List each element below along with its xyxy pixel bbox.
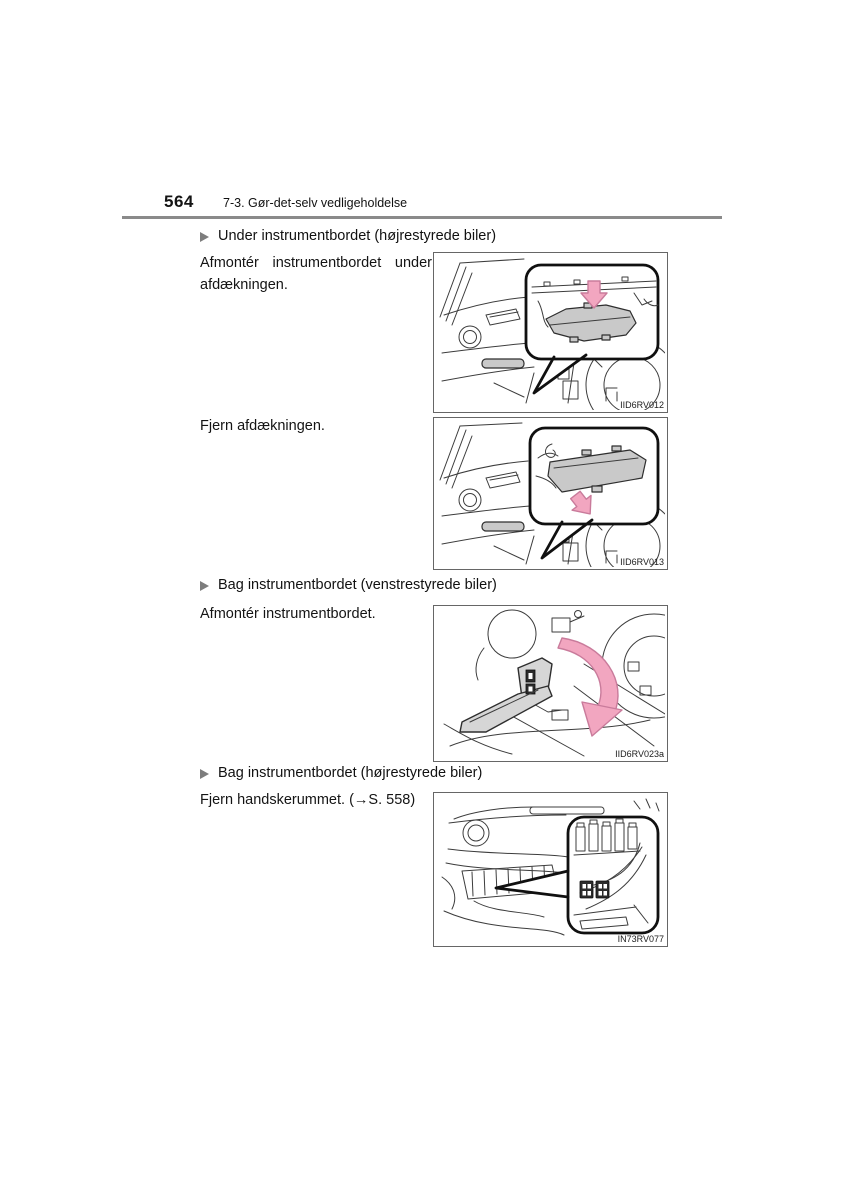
figure-remove-panel: [433, 605, 668, 762]
callout-bubble: [530, 428, 658, 558]
tray-slot: [482, 359, 524, 368]
pink-curved-arrow-icon: [558, 638, 622, 736]
under-dash-line-art: [434, 606, 665, 759]
step-text-3: Afmontér instrumentbordet.: [200, 606, 376, 622]
figure-glovebox-fusebox: [433, 792, 668, 947]
dashboard-line-art: [434, 418, 665, 567]
figure-label: IID6RV012: [620, 400, 664, 410]
section-heading-label: Under instrumentbordet (højrestyrede biler): [218, 228, 497, 244]
page-number: 564: [164, 192, 194, 211]
dashboard-line-art: [434, 793, 665, 944]
dashboard-line-art: [434, 253, 665, 410]
section-marker-icon: [200, 232, 209, 242]
section-marker-icon: [200, 581, 209, 591]
section-heading-3: [200, 765, 630, 781]
section-marker-icon: [200, 769, 209, 779]
header-rule: [122, 216, 722, 219]
chapter-title: 7-3. Gør-det-selv vedligeholdelse: [223, 196, 408, 210]
figure-label: IID6RV013: [620, 557, 664, 567]
under-dash-background: [444, 610, 665, 756]
section-heading-label: Bag instrumentbordet (venstrestyrede biler): [218, 577, 497, 593]
figure-label: IID6RV023a: [615, 749, 664, 759]
figure-remove-cover: [433, 417, 668, 570]
figure-label: IN73RV077: [617, 934, 664, 944]
figure-under-dash-cover: [433, 252, 668, 413]
tray-slot: [482, 522, 524, 531]
step-text-4: Fjern handskerummet. (→S. 558): [200, 792, 416, 808]
removed-panel: [460, 658, 552, 732]
section-heading-1: [200, 228, 630, 244]
step-text-1: Afmontér instrumentbordet under afdækningen.: [200, 255, 432, 293]
step-text-2: Fjern afdækningen.: [200, 418, 325, 434]
section-heading-label: Bag instrumentbordet (højrestyrede biler): [218, 765, 483, 781]
section-heading-2: [200, 577, 630, 593]
